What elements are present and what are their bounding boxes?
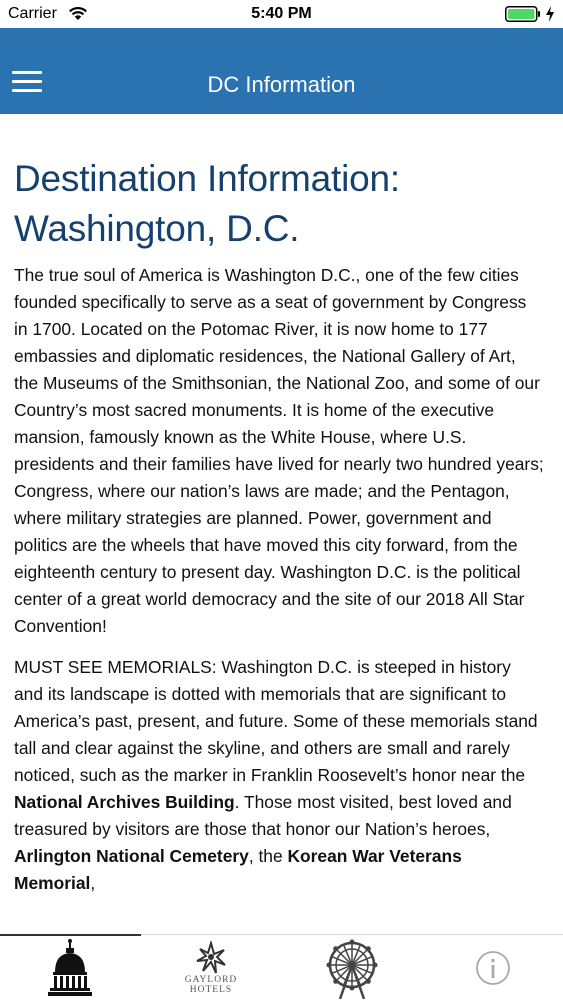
ferris-wheel-icon	[322, 937, 382, 999]
tab-dc-information[interactable]	[0, 935, 140, 1001]
memorials-text-1: MUST SEE MEMORIALS: Washington D.C. is steeped in history and its landscape is dotted with memorials that are significant to America’s past, present, and future. Some of these memorials stand tall and clear against the skyline, and others are small and rarely noticed, such as the marker in Franklin Roosevelt’s honor near the	[14, 657, 538, 785]
gaylord-hotels-logo	[194, 941, 228, 975]
page-title-line1: Destination Information:	[14, 158, 400, 199]
arlington-cemetery-link: Arlington National Cemetery	[14, 846, 249, 866]
tab-bar	[0, 934, 563, 1001]
nav-title: DC Information	[207, 72, 356, 97]
info-icon	[475, 950, 511, 986]
content-scroll-area[interactable]	[14, 154, 544, 934]
national-archives-link: National Archives Building	[14, 792, 235, 812]
clock-time: 5:40 PM	[251, 5, 312, 22]
navigation-bar	[0, 28, 563, 114]
battery-icon	[505, 6, 541, 22]
carrier-label: Carrier	[8, 5, 57, 22]
capitol-dome-icon	[47, 938, 93, 998]
memorials-paragraph	[14, 654, 544, 897]
tab-info[interactable]	[423, 935, 563, 1001]
intro-paragraph: The true soul of America is Washington D.C., one of the few cities founded specifically to serve as a seat of government by Congress in 1700. Located on the Potomac River, it is now home to 177 embassies and diplomatic residences, the National Gallery of Art, the Museums of the Smithsonian, the National Zoo, and some of our Country’s most sacred monuments. It is home of the executive mansion, famously known as the White House, where U.S. presidents and their families have lived for nearly two hundred years; Congress, where our nation’s laws are made; and the Pentagon, where military strategies are planned. Power, government and politics are the wheels that have moved this city forward, from the eighteenth century to present day. Washington D.C. is the political center of a great world democracy and the site of our 2018 All Star Convention!	[14, 265, 544, 636]
page-title-line2: Washington, D.C.	[14, 208, 300, 249]
tab-attractions[interactable]	[282, 935, 422, 1001]
korean-war-memorial-link: Korean War Veterans Memorial	[14, 846, 462, 893]
status-bar	[0, 0, 563, 28]
memorials-text-4: ,	[90, 873, 96, 893]
gaylord-logo-line1: GAYLORD	[184, 975, 238, 985]
gaylord-logo-line2: HOTELS	[189, 985, 233, 995]
charging-bolt-icon	[545, 6, 555, 22]
memorials-text-2: . Those most visited, best loved and treasured by visitors are those that honor our Nation’s heroes,	[14, 792, 512, 839]
page-title	[14, 154, 544, 254]
memorials-text-3: , the	[248, 846, 288, 866]
tab-gaylord-hotels[interactable]	[141, 935, 281, 1001]
